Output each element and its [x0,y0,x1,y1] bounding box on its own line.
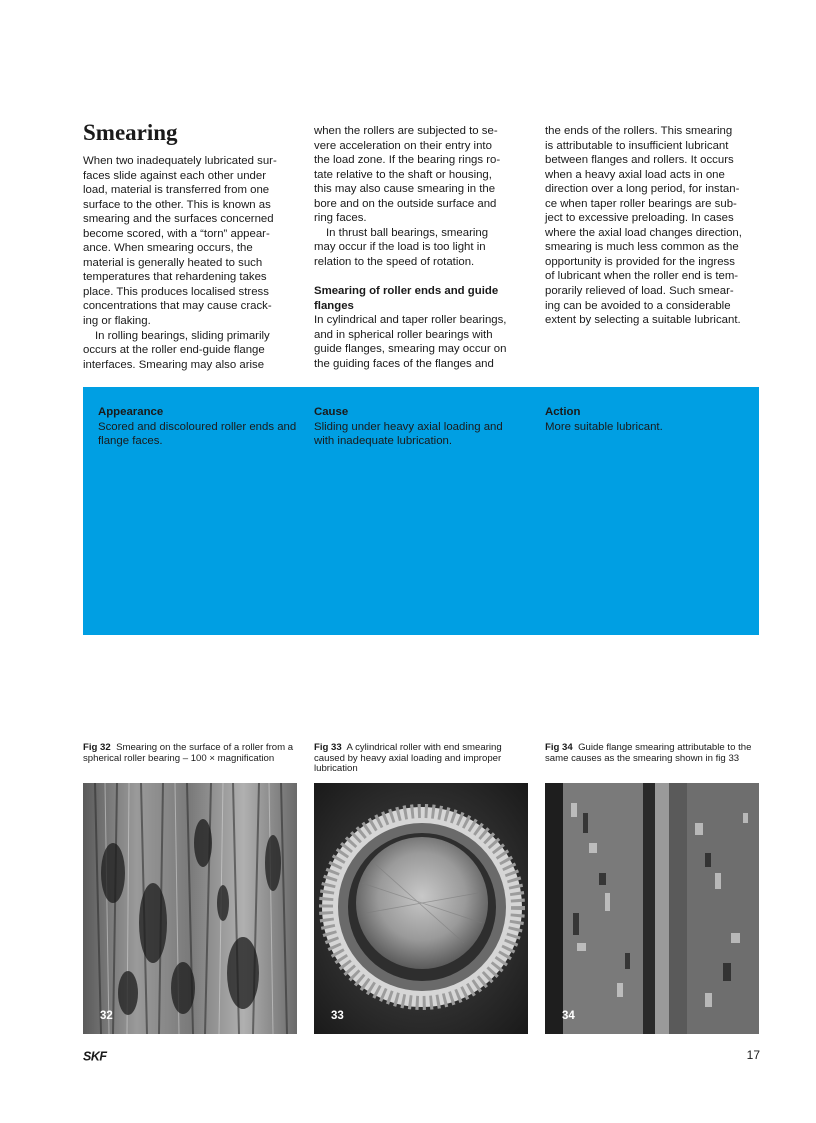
line: where the axial load changes direction, [545,226,742,239]
figure-caption-text: A cylindrical roller with end smearing caused by heavy axial loading and improper lubrication [314,742,502,775]
line: In cylindrical and taper roller bearings, [314,314,507,327]
skf-logo-mark [83,1050,123,1062]
line: tate relative to the shaft or housing, [314,168,492,181]
action-text: More suitable lubricant. [545,420,663,433]
figure-label: Fig 33 [314,742,342,753]
line: may occur if the load is too light in [314,241,486,254]
line: concentrations that may cause crack- [83,300,272,313]
diagnosis-box [83,387,759,635]
line: When two inadequately lubricated sur- [83,155,277,167]
line: is attributable to insufficient lubricant [545,139,729,152]
figure-number: 32 [100,1010,113,1022]
figure-number: 34 [562,1010,575,1022]
cause-heading: Cause [314,406,349,418]
line: material is generally heated to such [83,256,263,269]
line: of lubricant when the roller end is tem- [545,270,739,283]
line: when the rollers are subjected to se- [314,125,498,137]
line: between flanges and rollers. It occurs [545,154,734,167]
line: opportunity is provided for the ingress [545,255,735,268]
line: ing or flaking. [83,315,151,328]
line: bore and on the outside surface and [314,197,497,210]
cause-text: Sliding under heavy axial loading and with inadequate lubrication. [314,420,503,448]
line: the ends of the rollers. This smearing [545,125,733,137]
line: relation to the speed of rotation. [314,255,475,268]
figure-photo-34 [545,783,759,1034]
skf-logo [83,1049,123,1067]
line: interfaces. Smearing may also arise [83,358,265,371]
svg-text:SKF: SKF [83,1050,107,1062]
figure-photo-32 [83,783,297,1034]
line: the load zone. If the bearing rings ro- [314,154,501,167]
action-heading: Action [545,406,581,418]
line: In thrust ball bearings, smearing [326,226,489,239]
line: guide flanges, smearing may occur on [314,343,507,356]
line: vere acceleration on their entry into [314,139,492,152]
line: the guiding faces of the flanges and [314,357,494,370]
smeared-surface-image [83,783,297,1034]
text-column-3 [545,124,757,328]
line: faces slide against each other under [83,169,267,182]
page-number: 17 [746,1048,760,1062]
line: In rolling bearings, sliding primarily [95,329,270,342]
line: ject to excessive preloading. In cases [545,212,734,225]
line: ing can be avoided to a considerable [545,299,731,312]
line: porarily relieved of load. Such smear- [545,285,734,298]
action-column [545,405,755,434]
line: smearing is much less common as the [545,241,739,254]
figure-number: 33 [331,1010,344,1022]
figure-caption-32 [83,743,297,764]
line: become scored, with a “torn” appear- [83,227,270,240]
appearance-text: Scored and discoloured roller ends and flange faces. [98,420,297,448]
section-subheading: Smearing of roller ends and guide [314,284,499,297]
line: ance. When smearing occurs, the [83,242,253,255]
line: direction over a long period, for instan- [545,183,740,196]
line: occurs at the roller end-guide flange [83,344,265,357]
page-title: Smearing [83,120,178,145]
line: when a heavy axial load acts in one [545,168,725,181]
line: ce when taper roller bearings are sub- [545,197,737,210]
line: load, material is transferred from one [83,184,270,197]
line: surface to the other. This is known as [83,198,271,211]
line: and in spherical roller bearings with [314,328,493,341]
cause-column [314,405,524,449]
line: extent by selecting a suitable lubricant. [545,314,741,327]
figure-caption-text: Smearing on the surface of a roller from a spherical roller bearing – 100 × magnification [83,742,294,764]
figure-caption-text: Guide flange smearing attributable to the same causes as the smearing shown in fig 33 [545,742,752,764]
figure-label: Fig 34 [545,742,573,753]
section-subheading: flanges [314,299,354,312]
roller-end-image [314,783,528,1034]
figure-caption-33 [314,743,528,775]
text-column-1 [83,120,295,372]
text-column-2 [314,124,526,371]
appearance-column [98,405,308,449]
line: this may also cause smearing in the [314,183,496,196]
line: temperatures that rehardening takes [83,271,267,284]
appearance-heading: Appearance [98,406,164,418]
figure-label: Fig 32 [83,742,111,753]
guide-flange-image [545,783,759,1034]
line: ring faces. [314,212,367,225]
figure-photo-33 [314,783,528,1034]
figure-caption-34 [545,743,759,764]
line: smearing and the surfaces concerned [83,213,274,226]
line: place. This produces localised stress [83,285,269,298]
